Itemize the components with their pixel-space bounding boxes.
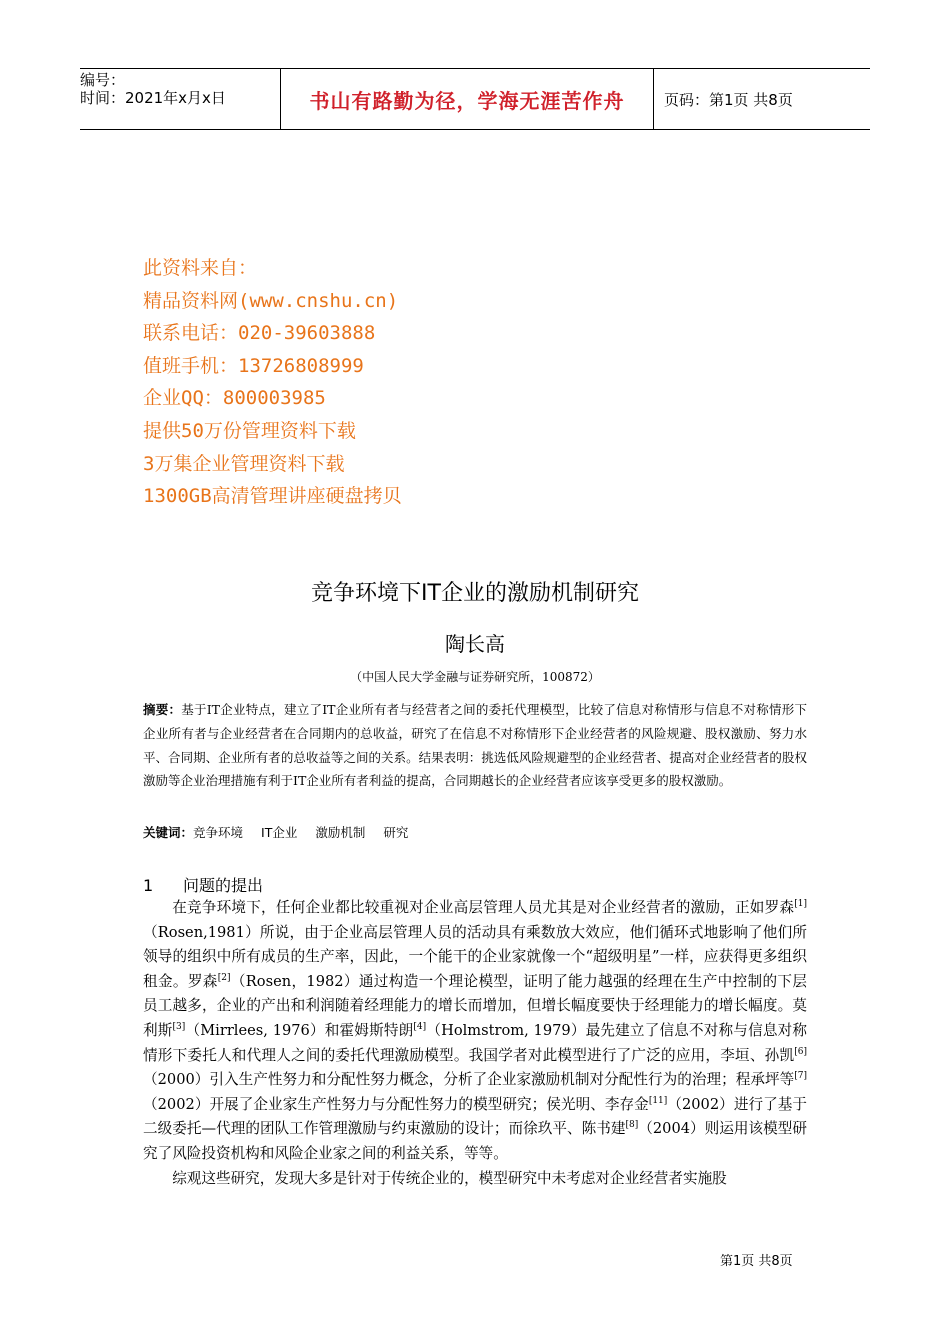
citation-ref: [2] bbox=[217, 972, 231, 983]
promo-line: 1300GB高清管理讲座硬盘拷贝 bbox=[143, 485, 402, 508]
text-run: （2002）进行了基于二级委托—代理的团队工作管理激励与约束激励的设计；而徐玖平、陈书建 bbox=[143, 1095, 807, 1138]
paragraph: 综观这些研究，发现大多是针对于传统企业的，模型研究中未考虑对企业经营者实施股 bbox=[172, 1169, 727, 1187]
promo-block bbox=[143, 252, 402, 513]
promo-line: 3万集企业管理资料下载 bbox=[143, 452, 345, 475]
paper-affiliation: （中国人民大学金融与证券研究所，100872） bbox=[350, 670, 600, 684]
keywords bbox=[143, 823, 426, 841]
promo-line: 提供50万份管理资料下载 bbox=[143, 419, 356, 442]
text-run: （2000）引入生产性努力和分配性努力概念，分析了企业家激励机制对分配性行为的治理；程承坪等 bbox=[143, 1071, 795, 1089]
body-text bbox=[143, 896, 807, 1191]
section-number: 1 bbox=[143, 876, 154, 895]
page-header bbox=[80, 68, 870, 130]
promo-line: 此资料来自： bbox=[143, 257, 258, 279]
promo-line: 联系电话：020-39603888 bbox=[143, 322, 376, 345]
paper-author: 陶长高 bbox=[445, 632, 505, 656]
text-run: （Rosen,1981）所说，由于企业高层管理人员的活动具有乘数放大效应，他们循环式地影响了他们所领导的组织中所有成员的生产率，因此，一个能干的企业家就像一个“超级明星”一样，应获得更多组织租金。罗森 bbox=[143, 923, 807, 990]
header-page-info: 页码：第1页 共8页 bbox=[664, 90, 793, 109]
section-title: 问题的提出 bbox=[183, 876, 264, 895]
code-label: 编号： bbox=[80, 71, 126, 89]
paper-title: 竞争环境下IT企业的激励机制研究 bbox=[311, 581, 639, 606]
paragraph bbox=[143, 896, 807, 1167]
citation-ref: [8] bbox=[625, 1120, 639, 1131]
citation-ref: [4] bbox=[413, 1022, 427, 1033]
text-run: （2004）则运用该模型研究了风险投资机构和风险企业家之间的利益关系，等等。 bbox=[143, 1120, 807, 1162]
abstract bbox=[143, 698, 807, 793]
text-run: （Rosen，1982）通过构造一个理论模型，证明了能力越强的经理在生产中控制的下层员工越多，企业的产出和利润随着经理能力的增长而增加，但增长幅度要快于经理能力的增长幅度。莫利斯 bbox=[143, 972, 807, 1039]
keyword: 激励机制 bbox=[315, 825, 366, 840]
abstract-label: 摘要： bbox=[143, 702, 182, 717]
citation-ref: [3] bbox=[172, 1022, 186, 1033]
keyword: 研究 bbox=[383, 825, 409, 840]
promo-line: 企业QQ：800003985 bbox=[143, 387, 326, 410]
section-heading bbox=[143, 873, 263, 896]
citation-ref: [7] bbox=[794, 1071, 807, 1082]
header-meta bbox=[80, 69, 280, 131]
text-run: （Mirrlees, 1976）和霍姆斯特朗 bbox=[185, 1021, 414, 1039]
text-run: （2002）开展了企业家生产性努力与分配性努力的模型研究；侯光明、李存金 bbox=[143, 1095, 649, 1113]
keywords-label: 关键词： bbox=[143, 825, 194, 840]
promo-line: 精品资料网(www.cnshu.cn) bbox=[143, 289, 399, 312]
promo-line: 值班手机：13726808999 bbox=[143, 354, 364, 377]
citation-ref: [6] bbox=[794, 1046, 807, 1057]
citation-ref: [11] bbox=[648, 1095, 668, 1106]
abstract-text: 基于IT企业特点，建立了IT企业所有者与经营者之间的委托代理模型，比较了信息对称情形与信息不对称情形下企业所有者与企业经营者在合同期内的总收益，研究了在信息不对称情形下企业经营者的风险规避、股权激励、努力水平、合同期、企业所有者的总收益等之间的关系。结果表明：挑选低风险规避型的企业经营者、提高对企业经营者的股权激励等企业治理措施有利于IT企业所有者利益的提高，合同期越长的企业经营者应该享受更多的股权激励。 bbox=[143, 702, 807, 789]
text-run: （Holmstrom, 1979）最先建立了信息不对称与信息对称情形下委托人和代理人之间的委托代理激励模型。我国学者对此模型进行了广泛的应用，李垣、孙凯 bbox=[143, 1021, 807, 1064]
keyword: 竞争环境 bbox=[193, 825, 244, 840]
header-motto: 书山有路勤为径，学海无涯苦作舟 bbox=[280, 69, 654, 129]
citation-ref: [1] bbox=[794, 899, 807, 910]
text-run: 在竞争环境下，任何企业都比较重视对企业高层管理人员尤其是对企业经营者的激励，正如罗森 bbox=[172, 899, 795, 916]
page-footer: 第1页 共8页 bbox=[720, 1254, 793, 1269]
keyword: IT企业 bbox=[261, 825, 298, 840]
time-label: 时间：2021年x月x日 bbox=[80, 89, 226, 107]
